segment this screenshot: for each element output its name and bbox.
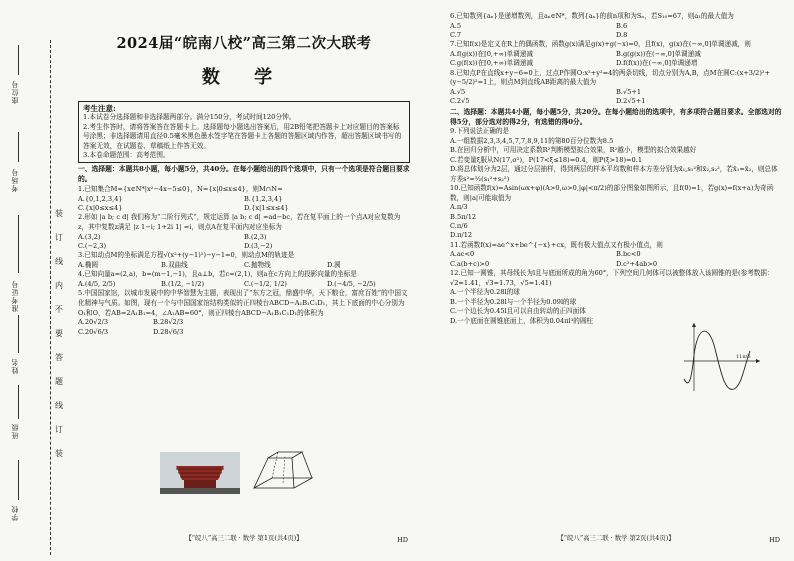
question-6-stem: 6.已知数列{aₙ}是递增数列，且aₙ∈N*，数列{aₙ}的前n项和为Sₙ，若S₁₀=67，则a₁的最大值为 <box>450 12 734 20</box>
option-c: C.一个边长为0.45l且可以自由转动的正四面体 <box>450 307 586 316</box>
option-b: B.{1,2,3,4} <box>244 194 283 203</box>
question-10-options <box>450 203 650 241</box>
exam-room-line <box>18 132 19 162</box>
question-9-stem: 9.下列说法正确的是 <box>450 127 510 136</box>
question-7-options <box>450 50 782 69</box>
page-1-footer: 【“皖八”高三二联 · 数学 第1页(共4页)】 <box>185 534 303 542</box>
option-c: C.抛物线 <box>244 261 271 270</box>
frustum-diagram <box>250 448 320 498</box>
exam-room-label: 考场号 <box>11 168 19 192</box>
option-a: A.(3,2) <box>78 232 101 241</box>
option-d: D.c²+4ab>0 <box>616 259 658 268</box>
question-1-options <box>78 195 410 214</box>
question-11-options <box>450 250 782 269</box>
option-a: A.一组数据2,3,3,4,5,7,7,8,9,11的第80百分位数为8.5 <box>450 137 614 145</box>
binding-warning-char: 装 <box>55 449 63 458</box>
admission-number-line <box>18 215 19 273</box>
admission-number-label: 准考证号 <box>11 280 19 312</box>
option-d: D.将总体划分为2层，通过分层抽样，得到两层的样本平均数和样本方差分别为x̄₁,s₁²和x̄₂,s₂²，若x̄₁=x̄₂，则总体方差s²=½(s₁²+s₂²) <box>450 165 778 183</box>
option-d: D.(3,−2) <box>244 242 273 251</box>
page-2-footer: 【“皖八”高三二联 · 数学 第2页(共4页)】 <box>557 534 675 542</box>
option-c: C.2√5 <box>450 97 470 106</box>
option-b: B.在回归分析中，可用决定系数R²判断模型拟合效果，R²越小，模型的拟合效果越好 <box>450 146 697 155</box>
school-label: 学校 <box>11 505 19 521</box>
binding-margin <box>6 40 64 555</box>
option-c: C.{x|0≤x≤4} <box>78 204 123 213</box>
binding-warning-char: 不 <box>55 305 63 314</box>
question-1-stem: 1.已知集合M={x∈N*|x²−4x−5≤0}，N={x|0≤x≤4}，则M∩N= <box>78 185 283 194</box>
binding-warning-char: 答 <box>55 353 63 362</box>
option-c: C.(−2,3) <box>78 242 107 251</box>
option-d: D.一个底面在圆锥底面上，体积为0.04πl³的圆柱 <box>450 316 594 325</box>
question-8-stem: 8.已知点P在直线x+y−6=0上，过点P作圆O:x²+y²=4的两条切线，切点分别为A,B，点M在圆C:(x+3/2)²+(y−5/2)²=1上，则点M到直线AB距离的最大值为 <box>450 68 771 87</box>
option-a: A.一个半径为0.28l的球 <box>450 288 520 297</box>
option-d: D.8 <box>616 31 628 39</box>
option-a: A.√5 <box>450 88 466 96</box>
binding-warning-char: 要 <box>55 329 63 338</box>
option-b: B.(2,3) <box>244 232 267 241</box>
question-6-options <box>450 22 782 41</box>
class-line <box>18 385 19 419</box>
binding-warning-char: 内 <box>55 281 63 290</box>
option-b: B.28√2/3 <box>153 318 184 327</box>
question-5-options <box>78 318 228 337</box>
binding-warning-char: 线 <box>55 257 63 266</box>
option-b: B.双曲线 <box>161 261 188 270</box>
option-d: D.π/12 <box>450 231 473 240</box>
page-2-footer-code: HD <box>769 536 780 544</box>
question-7-stem: 7.已知f(x)是定义在R上的偶函数，函数g(x)满足g(x)+g(−x)=0，且f(x)，g(x)在(−∞,0]单调递减，则 <box>450 40 751 49</box>
seat-number-label: 座位号 <box>11 80 19 104</box>
china-pavilion-photo <box>160 452 240 494</box>
option-b: B.√5+1 <box>616 88 642 96</box>
question-11-stem: 11.若函数f(x)=ae^x+be^{−x}+cx，既有极大值点又有极小值点，则 <box>450 240 663 249</box>
binding-warning-char: 装 <box>55 209 63 218</box>
graph-tick-label: 11π/6 <box>736 354 751 360</box>
question-8-options <box>450 88 782 107</box>
option-c: C.7 <box>450 31 462 39</box>
option-c: C.a(b+c)>0 <box>450 259 490 268</box>
seat-number-line <box>18 45 19 75</box>
page-1-column <box>78 12 410 544</box>
option-c: C.g(f(x))在[0,+∞)单调递减 <box>450 59 533 68</box>
dashed-binding-line <box>50 40 51 555</box>
question-5-stem: 5.中国国家馆，以城市发展中的中华智慧为主题，表现出了“东方之冠，鼎盛中华，天下粮仓，富庶百姓”的中国文化精神与气质。如图，现有一个与中国国家馆结构类似的正四棱台ABCD−A₁B₁C₁D₁，其上下底面的中心分别为O₁和O，若AB=2A₁B₁=4，∠A₁AB=60°，则正四棱台ABCD−A₁B₁C₁D₁的体积为 <box>78 289 408 317</box>
section-heading: 一、选择题：本题共8小题，每小题5分，共40分。在每小题给出的四个选项中，只有一个选项是符合题目要求的。 <box>78 165 410 184</box>
option-b: B.5π/12 <box>450 212 477 221</box>
notice-item: 2.考生作答时，请将答案答在答题卡上。选择题每小题选出答案后，用2B铅笔把答题卡上对应题目的答案标号涂黑；非选择题请用直径0.5毫米黑色墨水签字笔在答题卡上各题的答题区域内作答，超出答题区域书写的答案无效，在试题卷、草稿纸上作答无效。 <box>83 122 402 150</box>
exam-title: 2024届“皖南八校”高三第二次大联考 <box>116 35 372 52</box>
question-2-stem: 2.形如 |a b; c d| 我们称为“二阶行列式”，规定运算 |a b; c d| =ad−bc，若在复平面上的一个点A对应复数为z，其中复数z满足 |z 1−i; 1+2i 1| =i，则点A在复平面内对应坐标为 <box>78 213 401 232</box>
binding-warning-char: 订 <box>55 233 63 242</box>
option-d: D.{x|1≤x≤4} <box>244 204 289 213</box>
question-4-stem: 4.已知向量a=(2,a)，b=(m−1,−1)，且a⊥b，若c=(2,1)，则a在c方向上的投影向量的坐标是 <box>78 270 357 279</box>
option-b: B.g(g(x))在(−∞,0]单调递减 <box>616 50 701 58</box>
binding-warning-char: 订 <box>55 425 63 434</box>
option-b: B.一个半径为0.28l与一个半径为0.09l的球 <box>450 297 577 306</box>
notice-title: 考生注意: <box>83 104 116 113</box>
class-label: 班级 <box>11 423 19 439</box>
option-b: B.(1/2, −1/2) <box>161 280 205 289</box>
option-b: B.bc<0 <box>616 250 641 259</box>
subject-heading: 数 学 <box>201 67 287 88</box>
option-d: D.2√5+1 <box>616 97 646 106</box>
option-a: A.{0,1,2,3,4} <box>78 194 123 203</box>
page-1-footer-code: HD <box>397 536 408 544</box>
option-c: C.20√6/3 <box>78 327 109 336</box>
option-d: D.(−4/5, −2/5) <box>327 280 376 289</box>
school-line <box>18 460 19 500</box>
notice-box <box>78 101 410 163</box>
option-c: C.(−1/2, 1/2) <box>244 280 287 289</box>
option-a: A.5 <box>450 21 462 30</box>
binding-warning-char: 线 <box>55 401 63 410</box>
option-c: C.π/6 <box>450 222 468 231</box>
notice-item: 1.本试卷分选择题和非选择题两部分。满分150分，考试时间120分钟。 <box>83 113 296 122</box>
name-line <box>18 315 19 353</box>
question-10-stem: 10.已知函数f(x)=Asin(ωx+φ)(A>0,ω>0,|φ|<π/2)的部分图象如图所示，且f(0)=1，若g(x)=f(x+a)为奇函数，则|a|可能取值为 <box>450 184 774 202</box>
sine-graph-figure <box>680 321 762 393</box>
notice-item: 3.本卷命题范围：高考范围。 <box>83 151 170 160</box>
option-d: D.28√6/3 <box>153 327 184 336</box>
option-d: D.f(f(x))在(−∞,0]单调递增 <box>616 59 698 68</box>
option-c: C.若变量ξ服从N(17,σ²)，P(17<ξ≤18)=0.4，则P(ξ>18)=0.1 <box>450 155 643 164</box>
name-label: 姓名 <box>11 358 19 374</box>
question-12-stem: 12.已知一圆锥，其母线长为l且与底面所成的角为60°，下列空间几何体可以被整体放入该圆锥的是(参考数据：√2≈1.41，√3≈1.73，√5≈1.41) <box>450 269 774 287</box>
page-2-column <box>450 12 782 544</box>
option-a: A.f(g(x))在[0,+∞)单调递减 <box>450 50 533 58</box>
option-a: A.20√2/3 <box>78 318 109 327</box>
option-a: A.(4/5, 2/5) <box>78 280 116 289</box>
option-a: A.椭圆 <box>78 261 99 270</box>
option-d: D.圆 <box>327 261 341 270</box>
question-3-stem: 3.已知动点M的坐标满足方程√(x²+(y−1)²)−y−1=0，则动点M的轨迹是 <box>78 251 295 260</box>
binding-warning-char: 题 <box>55 377 63 386</box>
question-9-options <box>450 137 782 184</box>
option-a: A.ac<0 <box>450 250 475 259</box>
question-2-options <box>78 233 410 252</box>
option-a: A.π/3 <box>450 203 468 212</box>
section-heading: 二、选择题：本题共4小题，每小题5分，共20分。在每小题给出的选项中，有多项符合题目要求。全部选对的得5分，部分选对的得2分，有选错的得0分。 <box>450 107 782 126</box>
option-b: B.6 <box>616 21 628 30</box>
